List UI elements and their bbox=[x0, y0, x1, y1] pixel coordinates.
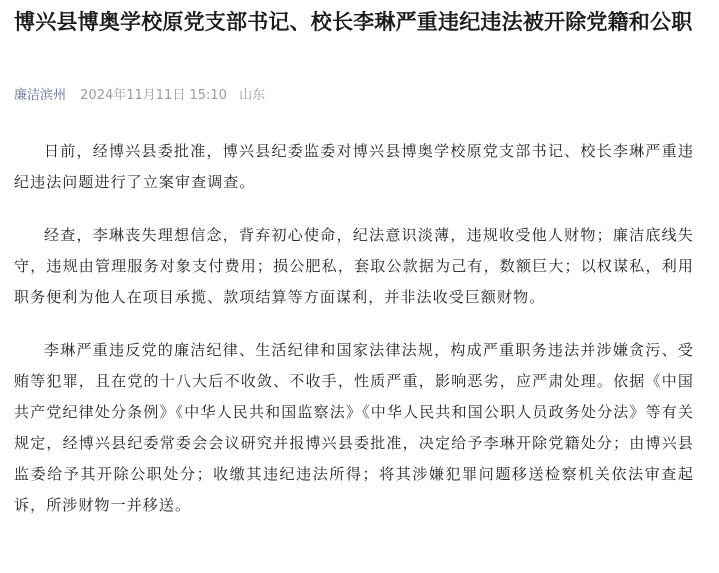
publish-time: 2024年11月11日 15:10 bbox=[80, 88, 227, 103]
article-meta bbox=[14, 86, 265, 106]
paragraph: 日前，经博兴县委批准，博兴县纪委监委对博兴县博奥学校原党支部书记、校长李琳严重违纪违法问题进行了立案审查调查。 bbox=[14, 142, 694, 191]
paragraph: 李琳严重违反党的廉洁纪律、生活纪律和国家法律法规，构成严重职务违法并涉嫌贪污、受贿等犯罪，且在党的十八大后不收敛、不收手，性质严重，影响恶劣，应严肃处理。依据《中国共产党纪律处分条例》《中华人民共和国监察法》《中华人民共和国公职人员政务处分法》等有关规定，经博兴县纪委常委会会议研究并报博兴县委批准，决定给予李琳开除党籍处分；由博兴县监委给予其开除公职处分；收缴其违纪违法所得；将其涉嫌犯罪问题移送检察机关依法审查起诉，所涉财物一并移送。 bbox=[14, 341, 694, 514]
account-name-link[interactable]: 廉洁滨州 bbox=[14, 88, 67, 103]
article-body bbox=[14, 136, 694, 543]
publish-location: 山东 bbox=[239, 88, 266, 103]
article-title: 博兴县博奥学校原党支部书记、校长李琳严重违纪违法被开除党籍和公职 bbox=[14, 10, 693, 34]
paragraph: 经查，李琳丧失理想信念，背弃初心使命，纪法意识淡薄，违规收受他人财物；廉洁底线失守，违规由管理服务对象支付费用；损公肥私，套取公款据为己有，数额巨大；以权谋私，利用职务便利为他人在项目承揽、款项结算等方面谋利，并非法收受巨额财物。 bbox=[14, 226, 694, 306]
